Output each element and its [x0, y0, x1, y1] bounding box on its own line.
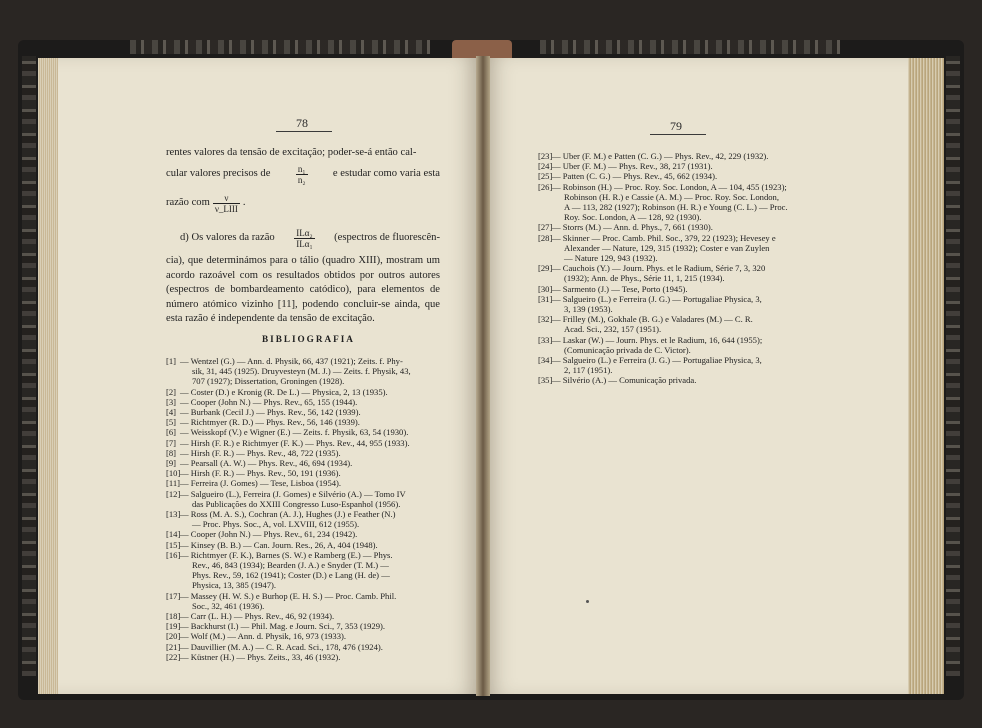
reference-text: Alexander — Nature, 129, 315 (1932); Coster e van Zuylen [564, 242, 770, 253]
reference-text: Robinson (H. R.) e Cassie (A. M.) — Proc. Roy. Soc. London, [564, 191, 779, 202]
bibliography-entry [166, 407, 448, 417]
reference-number: [10] [166, 468, 181, 479]
reference-number: [22] [166, 651, 181, 662]
reference-number: [16] [166, 549, 181, 560]
bibliography-entry [538, 284, 820, 294]
page-number-rule [650, 134, 706, 135]
bibliography-entry [166, 529, 448, 539]
reference-number: [28] [538, 232, 553, 243]
reference-text: — Küstner (H.) — Phys. Zeits., 33, 46 (1932). [180, 651, 341, 662]
bibliography-entry [538, 192, 820, 202]
reference-number: [4] [166, 407, 177, 418]
bibliography-entry [166, 468, 448, 478]
reference-text: — Storrs (M.) — Ann. d. Phys., 7, 661 (1930). [552, 222, 713, 233]
reference-text: — Richtmyer (R. D.) — Phys. Rev., 56, 146 (1939). [180, 417, 360, 428]
reference-text: sik, 31, 445 (1925). Druyvesteyn (M. J.) — Zeits. f. Physik, 43, [192, 366, 411, 377]
bibliography-entry [166, 376, 448, 386]
reference-number: [6] [166, 427, 177, 438]
bibliography-entry [166, 417, 448, 427]
reference-number [166, 499, 180, 509]
bibliography-entry [538, 324, 820, 334]
reference-text: Soc., 32, 461 (1936). [192, 600, 265, 611]
reference-text: — Wolf (M.) — Ann. d. Physik, 16, 973 (1933). [180, 631, 347, 642]
reference-text: Rev., 46, 843 (1934); Bearden (J. A.) e Snyder (T. M.) — [192, 560, 389, 571]
bibliography-entry [538, 294, 820, 304]
reference-text: — Proc. Phys. Soc., A, vol. LXVIII, 612 (1955). [192, 519, 360, 530]
reference-number: [7] [166, 437, 177, 448]
bibliography-entry [538, 273, 820, 283]
reference-text: (1932); Ann. de Phys., Série 11, 1, 215 (1934). [564, 273, 725, 284]
reference-text: — Burbank (Cecil J.) — Phys. Rev., 56, 142 (1939). [180, 407, 361, 418]
bibliography-entry [166, 560, 448, 570]
paper-speck [586, 600, 589, 603]
reference-number [538, 192, 552, 202]
bibliography-list-right [538, 151, 820, 386]
reference-text: — Uber (F. M.) e Patten (C. G.) — Phys. Rev., 42, 229 (1932). [552, 151, 769, 161]
bibliography-entry [538, 304, 820, 314]
bibliography-entry [166, 580, 448, 590]
reference-number: [3] [166, 396, 177, 407]
bibliography-entry [166, 499, 448, 509]
bibliography-entry [166, 519, 448, 529]
reference-text: das Publicações do XXIII Congresso Luso-Espanhol (1956). [192, 498, 401, 509]
reference-number: [9] [166, 458, 177, 469]
reference-text: — Salgueiro (L.) e Ferreira (J. G.) — Portugaliae Physica, 3, [552, 293, 762, 304]
text-line-with-fraction [166, 161, 440, 189]
reference-text: — Salgueiro (L.), Ferreira (J. Gomes) e Silvério (A.) — Tomo IV [180, 488, 406, 499]
text-fragment: (espectros de fluorescên- [334, 231, 440, 243]
page-number-right: 79 [670, 119, 682, 133]
text-fragment: d) Os valores da razão [180, 231, 275, 243]
reference-number: [1] [166, 356, 177, 366]
reference-text: — Pearsall (A. W.) — Phys. Rev., 46, 694 (1934). [180, 458, 353, 469]
bibliography-entry [538, 202, 820, 212]
bibliography-entry [166, 642, 448, 652]
bibliography-entry [166, 448, 448, 458]
reference-number: [25] [538, 171, 553, 182]
page-number-left: 78 [296, 116, 308, 130]
reference-number: [35] [538, 375, 553, 386]
fraction-numerator: ILα₂ [296, 227, 313, 238]
reference-text: — Massey (H. W. S.) e Burhop (E. H. S.) — Proc. Camb. Phil. [180, 590, 397, 601]
bibliography-entry [166, 601, 448, 611]
text-fragment: cular valores precisos de [166, 168, 271, 180]
page-number-rule [276, 131, 332, 132]
text-line: rentes valores da tensão de excitação; poder-se-á então cal- [166, 147, 417, 158]
reference-number: [26] [538, 181, 553, 192]
reference-number [538, 365, 552, 375]
reference-text: 707 (1927); Dissertation, Groningen (1928). [192, 376, 345, 387]
bibliography-entry [166, 489, 448, 499]
paragraph-2 [166, 222, 440, 327]
reference-number: [14] [166, 529, 181, 540]
page-stack-edge [38, 58, 58, 694]
reference-text: — Robinson (H.) — Proc. Roy. Soc. London, A — 104, 455 (1923); [552, 181, 787, 192]
marbled-cover-edge [540, 40, 840, 54]
bibliography-entry [538, 222, 820, 232]
reference-number: [24] [538, 161, 553, 172]
reference-number [538, 243, 552, 253]
page-stack-edge [908, 58, 944, 694]
reference-text: 2, 117 (1951). [564, 365, 613, 376]
bibliography-entry [166, 356, 448, 366]
text-fragment: e estudar como varia esta [332, 168, 440, 180]
bibliography-entry [166, 458, 448, 468]
reference-number: [30] [538, 283, 553, 294]
reference-text: — Carr (L. H.) — Phys. Rev., 46, 92 (1934). [180, 611, 335, 622]
reference-number [538, 212, 552, 222]
reference-number: [21] [166, 641, 181, 652]
bibliography-entry [538, 161, 820, 171]
reference-number [166, 366, 180, 376]
reference-number [538, 324, 552, 334]
reference-text: — Coster (D.) e Kronig (R. De L.) — Physica, 2, 13 (1935). [180, 386, 388, 397]
reference-text: (Comunicação privada de C. Victor). [564, 344, 691, 355]
reference-number: [19] [166, 621, 181, 632]
bibliography-entry [166, 509, 448, 519]
reference-number: [13] [166, 509, 181, 520]
reference-number: [29] [538, 263, 553, 274]
bibliography-entry [166, 387, 448, 397]
bibliography-entry [538, 335, 820, 345]
text-fragment: razão com [166, 197, 210, 209]
fraction-n1-n2 [296, 164, 308, 185]
reference-text: — Uber (F. M.) — Phys. Rev., 38, 217 (1931). [552, 161, 713, 172]
bibliography-entry [538, 212, 820, 222]
bibliography-entry [538, 375, 820, 385]
reference-text: — Hirsh (F. R.) — Phys. Rev., 48, 722 (1935). [180, 447, 341, 458]
reference-number: [23] [538, 151, 553, 161]
bibliography-entry [538, 355, 820, 365]
reference-text: Acad. Sci., 232, 157 (1951). [564, 324, 662, 335]
reference-text: — Nature 129, 943 (1932). [564, 253, 658, 264]
bibliography-entry [538, 314, 820, 324]
reference-text: — Ferreira (J. Gomes) — Tese, Lisboa (1954). [180, 478, 342, 489]
bibliography-entry [538, 182, 820, 192]
reference-number: [2] [166, 386, 177, 397]
reference-text: — Hirsh (F. R.) — Phys. Rev., 50, 191 (1936). [180, 468, 341, 479]
bibliography-entry [166, 570, 448, 580]
bibliography-entry [538, 151, 820, 161]
text-fragment: . [242, 197, 246, 209]
bibliography-entry [166, 438, 448, 448]
reference-text: Phys. Rev., 59, 162 (1941); Coster (D.) e Lang (H. de) — [192, 570, 390, 581]
bibliography-entry [166, 652, 448, 662]
bibliography-entry [166, 611, 448, 621]
reference-number [538, 345, 552, 355]
reference-number [538, 202, 552, 212]
fraction-denominator: n₂ [297, 175, 306, 186]
marbled-cover-edge [946, 56, 960, 676]
book-gutter [476, 56, 490, 696]
paragraph-1 [166, 146, 440, 219]
bibliography-entry [166, 427, 448, 437]
fraction-numerator: n₁ [297, 164, 306, 175]
reference-text: — Laskar (W.) — Journ. Phys. et le Radium, 16, 644 (1955); [552, 334, 763, 345]
reference-number: [18] [166, 611, 181, 622]
reference-number: [17] [166, 590, 181, 601]
reference-text: — Dauvillier (M. A.) — C. R. Acad. Sci., 178, 476 (1924). [180, 641, 383, 652]
reference-text: Physica, 13, 385 (1947). [192, 580, 277, 591]
reference-number [166, 376, 180, 386]
reference-text: — Wentzel (G.) — Ann. d. Physik, 66, 437 (1921); Zeits. f. Phy- [180, 356, 403, 366]
bibliography-entry [538, 171, 820, 181]
reference-number: [5] [166, 417, 177, 428]
section-heading: BIBLIOGRAFIA [262, 334, 355, 344]
marbled-cover-edge [130, 40, 430, 54]
reference-text: — Frilley (M.), Gokhale (B. G.) e Valadares (M.) — C. R. [552, 314, 753, 325]
reference-number [166, 519, 180, 529]
bibliography-entry [166, 366, 448, 376]
reference-text: — Kinsey (B. B.) — Can. Journ. Res., 26, A, 404 (1948). [180, 539, 378, 550]
reference-number: [11] [166, 478, 180, 489]
reference-number: [27] [538, 222, 553, 233]
bibliography-entry [538, 233, 820, 243]
bibliography-entry [166, 621, 448, 631]
reference-text: — Cooper (John N.) — Phys. Rev., 65, 155 (1944). [180, 396, 358, 407]
fraction-intensity [294, 228, 314, 249]
bibliography-entry [538, 345, 820, 355]
reference-text: — Salgueiro (L.) e Ferreira (J. G.) — Portugaliae Physica, 3, [552, 355, 762, 366]
reference-number: [12] [166, 488, 181, 499]
reference-number [538, 253, 552, 263]
reference-text: — Cauchois (Y.) — Journ. Phys. et le Radium, Série 7, 3, 320 [552, 263, 766, 274]
reference-number [166, 560, 180, 570]
bibliography-entry [166, 591, 448, 601]
reference-text: — Sarmento (J.) — Tese, Porto (1945). [552, 283, 688, 294]
bibliography-entry [538, 243, 820, 253]
reference-number: [15] [166, 539, 181, 550]
reference-text: — Skinner — Proc. Camb. Phil. Soc., 379, 22 (1923); Hevesey e [552, 232, 776, 243]
reference-text: — Weisskopf (V.) e Wigner (E.) — Zeits. f. Physik, 63, 54 (1930). [180, 427, 409, 438]
reference-text: A — 113, 282 (1927); Robinson (H. R.) e Young (C. L.) — Proc. [564, 202, 788, 213]
reference-number [538, 273, 552, 283]
bibliography-list-left [166, 356, 448, 662]
text-line-with-fraction [166, 222, 440, 254]
reference-text: Roy. Soc. London, A — 128, 92 (1930). [564, 212, 702, 223]
reference-text: — Richtmyer (F. K.), Barnes (S. W.) e Ramberg (E.) — Phys. [180, 549, 393, 560]
reference-text: — Ross (M. A. S.), Cochran (A. J.), Hughes (J.) e Feather (N.) [180, 509, 396, 520]
reference-number: [20] [166, 631, 181, 642]
reference-text: — Backhurst (I.) — Phil. Mag. e Journ. Sci., 7, 353 (1929). [180, 621, 386, 632]
bibliography-entry [166, 631, 448, 641]
bibliography-entry [538, 263, 820, 273]
fraction-denominator: ILα₁ [296, 238, 313, 249]
fraction-denominator: ν_LIII [214, 204, 238, 215]
bibliography-entry [166, 478, 448, 488]
reference-number: [34] [538, 355, 553, 366]
bibliography-entry [166, 550, 448, 560]
reference-text: 3, 139 (1953). [564, 304, 613, 315]
bibliography-entry [166, 540, 448, 550]
reference-number: [33] [538, 334, 553, 345]
reference-number [166, 601, 180, 611]
bibliography-entry [538, 253, 820, 263]
reference-text: — Silvério (A.) — Comunicação privada. [552, 375, 697, 386]
marbled-cover-edge [22, 56, 36, 676]
bibliography-entry [166, 397, 448, 407]
reference-number: [31] [538, 293, 553, 304]
reference-number: [32] [538, 314, 553, 325]
reference-text: — Patten (C. G.) — Phys. Rev., 45, 662 (1934). [552, 171, 718, 182]
reference-text: — Hirsh (F. R.) e Richtmyer (F. K.) — Phys. Rev., 44, 955 (1933). [180, 437, 410, 448]
paragraph-text: cia), que determinámos para o tálio (quadro XIII), mostram um acordo razoável com os resultados obtidos por outros autores (espectros de bombardeamento catódico), para elementos de número atómico vizinho [11], podendo concluir-se ainda, que esta razão é independente da tensão de excitação. [166, 255, 440, 325]
reference-number [166, 580, 180, 590]
reference-text: — Cooper (John N.) — Phys. Rev., 61, 234 (1942). [180, 529, 358, 540]
reference-number: [8] [166, 447, 177, 458]
reference-number [166, 570, 180, 580]
fraction-numerator: ν [213, 193, 240, 204]
bibliography-entry [538, 365, 820, 375]
fraction-nu [213, 193, 240, 214]
reference-number [538, 304, 552, 314]
text-line-with-fraction [166, 189, 440, 219]
